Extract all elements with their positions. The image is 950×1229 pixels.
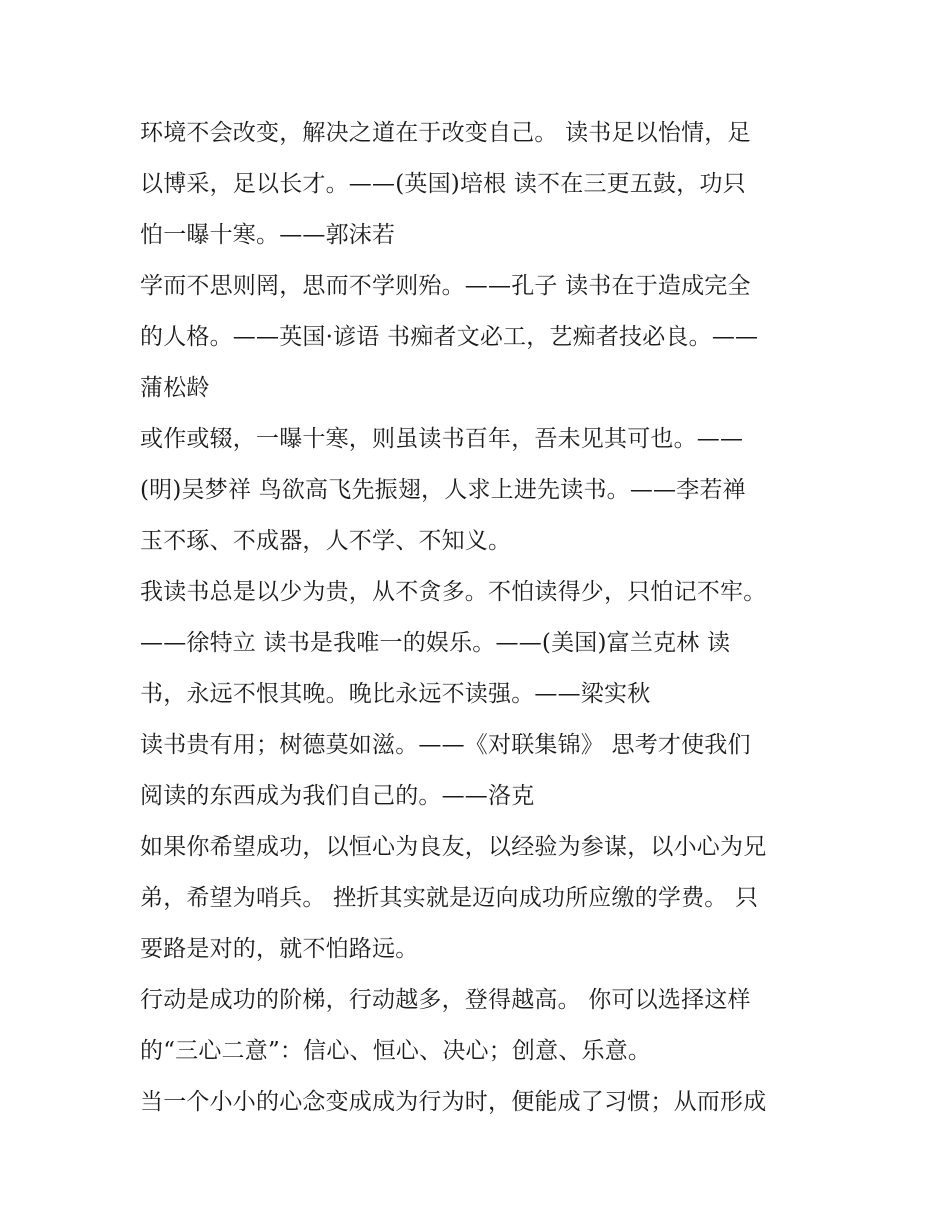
text-line: (明)吴梦祥 鸟欲高飞先振翅，人求上进先读书。——李若禅 (140, 477, 746, 503)
text-line: 我读书总是以少为贵，从不贪多。不怕读得少，只怕记不牢。 (140, 579, 767, 605)
text-line: 当一个小小的心念变成成为行为时，便能成了习惯；从而形成 (140, 1089, 767, 1115)
text-line: 如果你希望成功，以恒心为良友，以经验为参谋，以小心为兄 (140, 834, 767, 860)
text-line: 行动是成功的阶梯，行动越多，登得越高。 你可以选择这样 (140, 987, 751, 1013)
text-line: 弟，希望为哨兵。 挫折其实就是迈向成功所应缴的学费。 只 (140, 885, 759, 911)
text-line: 怕一曝十寒。——郭沫若 (140, 222, 396, 248)
text-line: 要路是对的，就不怕路远。 (140, 936, 419, 962)
text-line: 或作或辍，一曝十寒，则虽读书百年，吾未见其可也。—— (140, 426, 744, 452)
text-line: 的人格。——英国·谚语 书痴者文必工，艺痴者技必良。—— (140, 324, 759, 350)
text-line: 环境不会改变，解决之道在于改变自己。 读书足以怡情，足 (140, 120, 751, 146)
document-page (140, 108, 840, 1128)
text-line: 玉不琢、不成器，人不学、不知义。 (140, 528, 512, 554)
text-line: 读书贵有用；树德莫如滋。——《对联集锦》 思考才使我们 (140, 732, 751, 758)
text-line: 阅读的东西成为我们自己的。——洛克 (140, 783, 535, 809)
text-line: 学而不思则罔，思而不学则殆。——孔子 读书在于造成完全 (140, 273, 751, 299)
text-line: 以博采，足以长才。——(英国)培根 读不在三更五鼓，功只 (140, 171, 746, 197)
text-line: 的“三心二意”：信心、恒心、决心；创意、乐意。 (140, 1038, 652, 1064)
text-line: ——徐特立 读书是我唯一的娱乐。——(美国)富兰克林 读 (140, 630, 731, 656)
text-line: 蒲松龄 (140, 375, 210, 401)
text-line: 书，永远不恨其晚。晚比永远不读强。——梁实秋 (140, 681, 651, 707)
